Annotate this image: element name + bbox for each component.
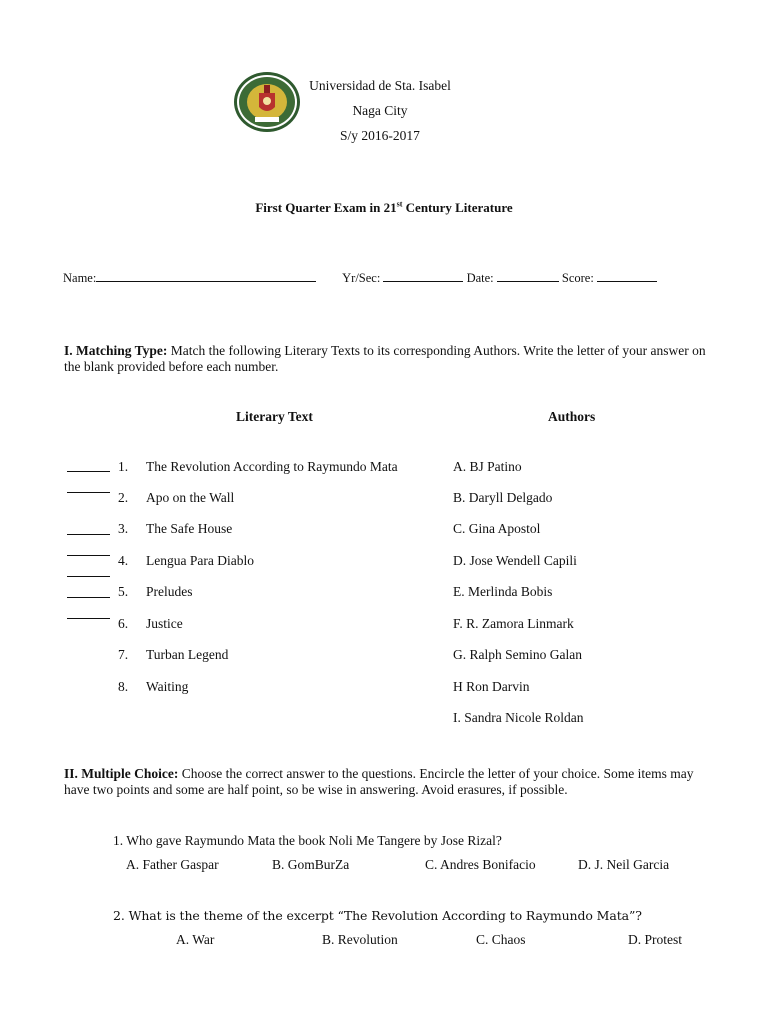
answer-blank[interactable]: [67, 618, 110, 619]
section1-instructions: I. Matching Type: Match the following Literary Texts to its corresponding Authors. Write the letter of your answer on the blank provided before each number.: [64, 343, 706, 374]
choice-option[interactable]: D. Protest: [628, 932, 682, 947]
answer-blank[interactable]: [67, 597, 110, 598]
choice-option[interactable]: C. Andres Bonifacio: [425, 857, 536, 872]
section2-instructions: II. Multiple Choice: Choose the correct answer to the questions. Encircle the letter of your choice. Some items may have two points and some are half point, so be wise in answering. Avoid erasures, if possible.: [64, 766, 694, 797]
author-option: H Ron Darvin: [453, 679, 530, 694]
section1-heading: I. Matching Type:: [64, 343, 168, 358]
choice-option[interactable]: B. GomBurZa: [272, 857, 350, 872]
name-blank[interactable]: [96, 280, 316, 282]
column-header-authors: Authors: [548, 409, 596, 424]
choice-option[interactable]: C. Chaos: [476, 932, 526, 947]
column-header-literary-text: Literary Text: [236, 409, 313, 424]
school-year: S/y 2016-2017: [340, 128, 420, 143]
city-name: Naga City: [352, 103, 408, 118]
choice-option[interactable]: B. Revolution: [322, 932, 398, 947]
score-blank[interactable]: [597, 280, 657, 282]
choice-option[interactable]: A. War: [176, 932, 215, 947]
answer-blank[interactable]: [67, 492, 110, 493]
section2-heading: II. Multiple Choice:: [64, 766, 179, 781]
date-label: Date:: [466, 271, 494, 285]
author-option: A. BJ Patino: [453, 459, 522, 474]
yrsec-blank[interactable]: [383, 280, 463, 282]
university-seal-logo: [233, 71, 301, 133]
author-option: G. Ralph Semino Galan: [453, 647, 582, 662]
author-option: E. Merlinda Bobis: [453, 584, 553, 599]
author-option: C. Gina Apostol: [453, 521, 541, 536]
author-option: B. Daryll Delgado: [453, 490, 553, 505]
answer-blank[interactable]: [67, 555, 110, 556]
question-1: 1. Who gave Raymundo Mata the book Noli Me Tangere by Jose Rizal?: [113, 833, 502, 848]
student-info-row: [63, 271, 657, 286]
question-2: 2. What is the theme of the excerpt “The Revolution According to Raymundo Mata”?: [113, 908, 642, 923]
author-option: D. Jose Wendell Capili: [453, 553, 577, 568]
score-label: Score:: [561, 271, 594, 285]
school-name: Universidad de Sta. Isabel: [309, 78, 451, 93]
author-option: F. R. Zamora Linmark: [453, 616, 574, 631]
answer-blank[interactable]: [67, 471, 110, 472]
choice-option[interactable]: A. Father Gaspar: [126, 857, 219, 872]
exam-title: First Quarter Exam in 21st Century Literature: [255, 199, 513, 215]
answer-blank[interactable]: [67, 576, 110, 577]
yrsec-label: Yr/Sec:: [342, 271, 381, 285]
date-blank[interactable]: [497, 280, 559, 282]
choice-option[interactable]: D. J. Neil Garcia: [578, 857, 670, 872]
answer-blank[interactable]: [67, 534, 110, 535]
author-option: I. Sandra Nicole Roldan: [453, 710, 584, 725]
name-label: Name:: [63, 271, 97, 285]
